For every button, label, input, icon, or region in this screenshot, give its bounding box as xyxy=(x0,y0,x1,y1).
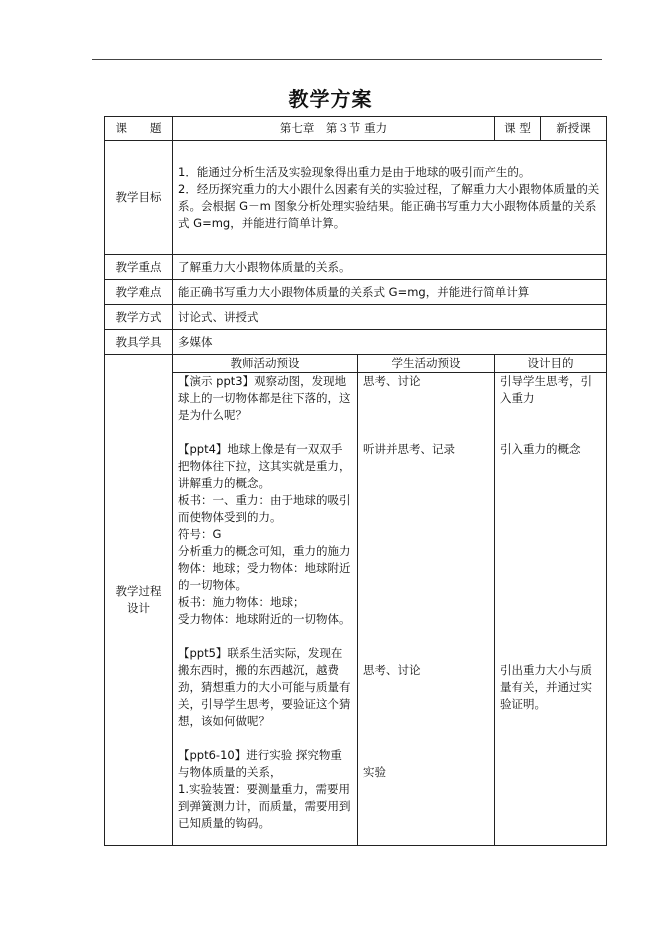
difficulty-label: 教学难点 xyxy=(105,280,173,305)
objectives-row xyxy=(105,141,607,255)
teacher-p2-1: 【ppt4】地球上像是有一双双手把物体往下拉，这其实就是重力，讲解重力的概念。 xyxy=(178,442,351,490)
teacher-p2-2: 板书：一、重力：由于地球的吸引而使物体受到的力。 xyxy=(178,493,351,524)
purpose-d1: 引导学生思考，引入重力 xyxy=(500,374,592,405)
process-label: 教学过程设计 xyxy=(105,355,173,846)
type-label: 课 型 xyxy=(495,117,541,141)
teacher-activities xyxy=(173,373,358,846)
page-title: 教学方案 xyxy=(288,87,373,111)
aids-value: 多媒体 xyxy=(173,330,607,355)
aids-label: 教具学具 xyxy=(105,330,173,355)
teacher-p2-3: 符号：G xyxy=(178,527,222,541)
objective-1: 1．能通过分析生活及实验现象得出重力是由于地球的吸引而产生的。 xyxy=(178,164,531,179)
teacher-p2-6: 受力物体：地球附近的一切物体。 xyxy=(178,612,351,626)
process-header-row xyxy=(105,355,607,373)
teacher-p1: 【演示 ppt3】观察动图，发现地球上的一切物体都是往下落的，这是为什么呢？ xyxy=(178,374,351,422)
student-s1: 思考、讨论 xyxy=(363,374,421,388)
header-rule xyxy=(92,59,602,60)
difficulty-row xyxy=(105,280,607,305)
teacher-p3: 【ppt5】联系生活实际，发现在搬东西时，搬的东西越沉，越费劲，猜想重力的大小可能与质量有关，引导学生思考，要验证这个猜想，该如何做呢？ xyxy=(178,646,351,728)
col-teacher-header: 教师活动预设 xyxy=(173,355,358,373)
student-s4: 实验 xyxy=(363,765,386,779)
process-content-row xyxy=(105,373,607,846)
method-row xyxy=(105,305,607,330)
course-label: 课 题 xyxy=(105,117,173,141)
purpose-d2: 引入重力的概念 xyxy=(500,442,581,456)
difficulty-value: 能正确书写重力大小跟物体质量的关系式 G=mg，并能进行简单计算 xyxy=(173,280,607,305)
design-purposes xyxy=(495,373,607,846)
course-row xyxy=(105,117,607,141)
aids-row xyxy=(105,330,607,355)
type-value: 新授课 xyxy=(541,117,607,141)
lesson-plan-table xyxy=(104,116,607,846)
method-label: 教学方式 xyxy=(105,305,173,330)
key-point-label: 教学重点 xyxy=(105,255,173,280)
key-point-row xyxy=(105,255,607,280)
teacher-p4-2: 1.实验装置：要测量重力，需要用到弹簧测力计，而质量，需要用到已知质量的钩码。 xyxy=(178,782,351,830)
key-point-value: 了解重力大小跟物体质量的关系。 xyxy=(173,255,607,280)
student-s3: 思考、讨论 xyxy=(363,663,421,677)
student-activities xyxy=(358,373,495,846)
objectives-label: 教学目标 xyxy=(105,141,173,255)
objective-2: 2．经历探究重力的大小跟什么因素有关的实验过程，了解重力大小跟物体质量的关系。会根据 G－m 图象分析处理实验结果。能正确书写重力大小跟物体质量的关系式 G=mg，并能进行简单计算。 xyxy=(178,181,600,230)
purpose-d3: 引出重力大小与质量有关，并通过实验证明。 xyxy=(500,663,592,711)
teacher-p2-4: 分析重力的概念可知，重力的施力物体：地球；受力物体：地球附近的一切物体。 xyxy=(178,544,351,592)
teacher-p4-1: 【ppt6-10】进行实验 探究物重与物体质量的关系， xyxy=(178,748,342,779)
method-value: 讨论式、讲授式 xyxy=(173,305,607,330)
student-s2: 听讲并思考、记录 xyxy=(363,442,455,456)
col-student-header: 学生活动预设 xyxy=(358,355,495,373)
col-purpose-header: 设计目的 xyxy=(495,355,607,373)
objectives-content xyxy=(173,141,607,255)
course-value: 第七章 第３节 重力 xyxy=(173,117,495,141)
teacher-p2-5: 板书：施力物体：地球； xyxy=(178,595,305,609)
